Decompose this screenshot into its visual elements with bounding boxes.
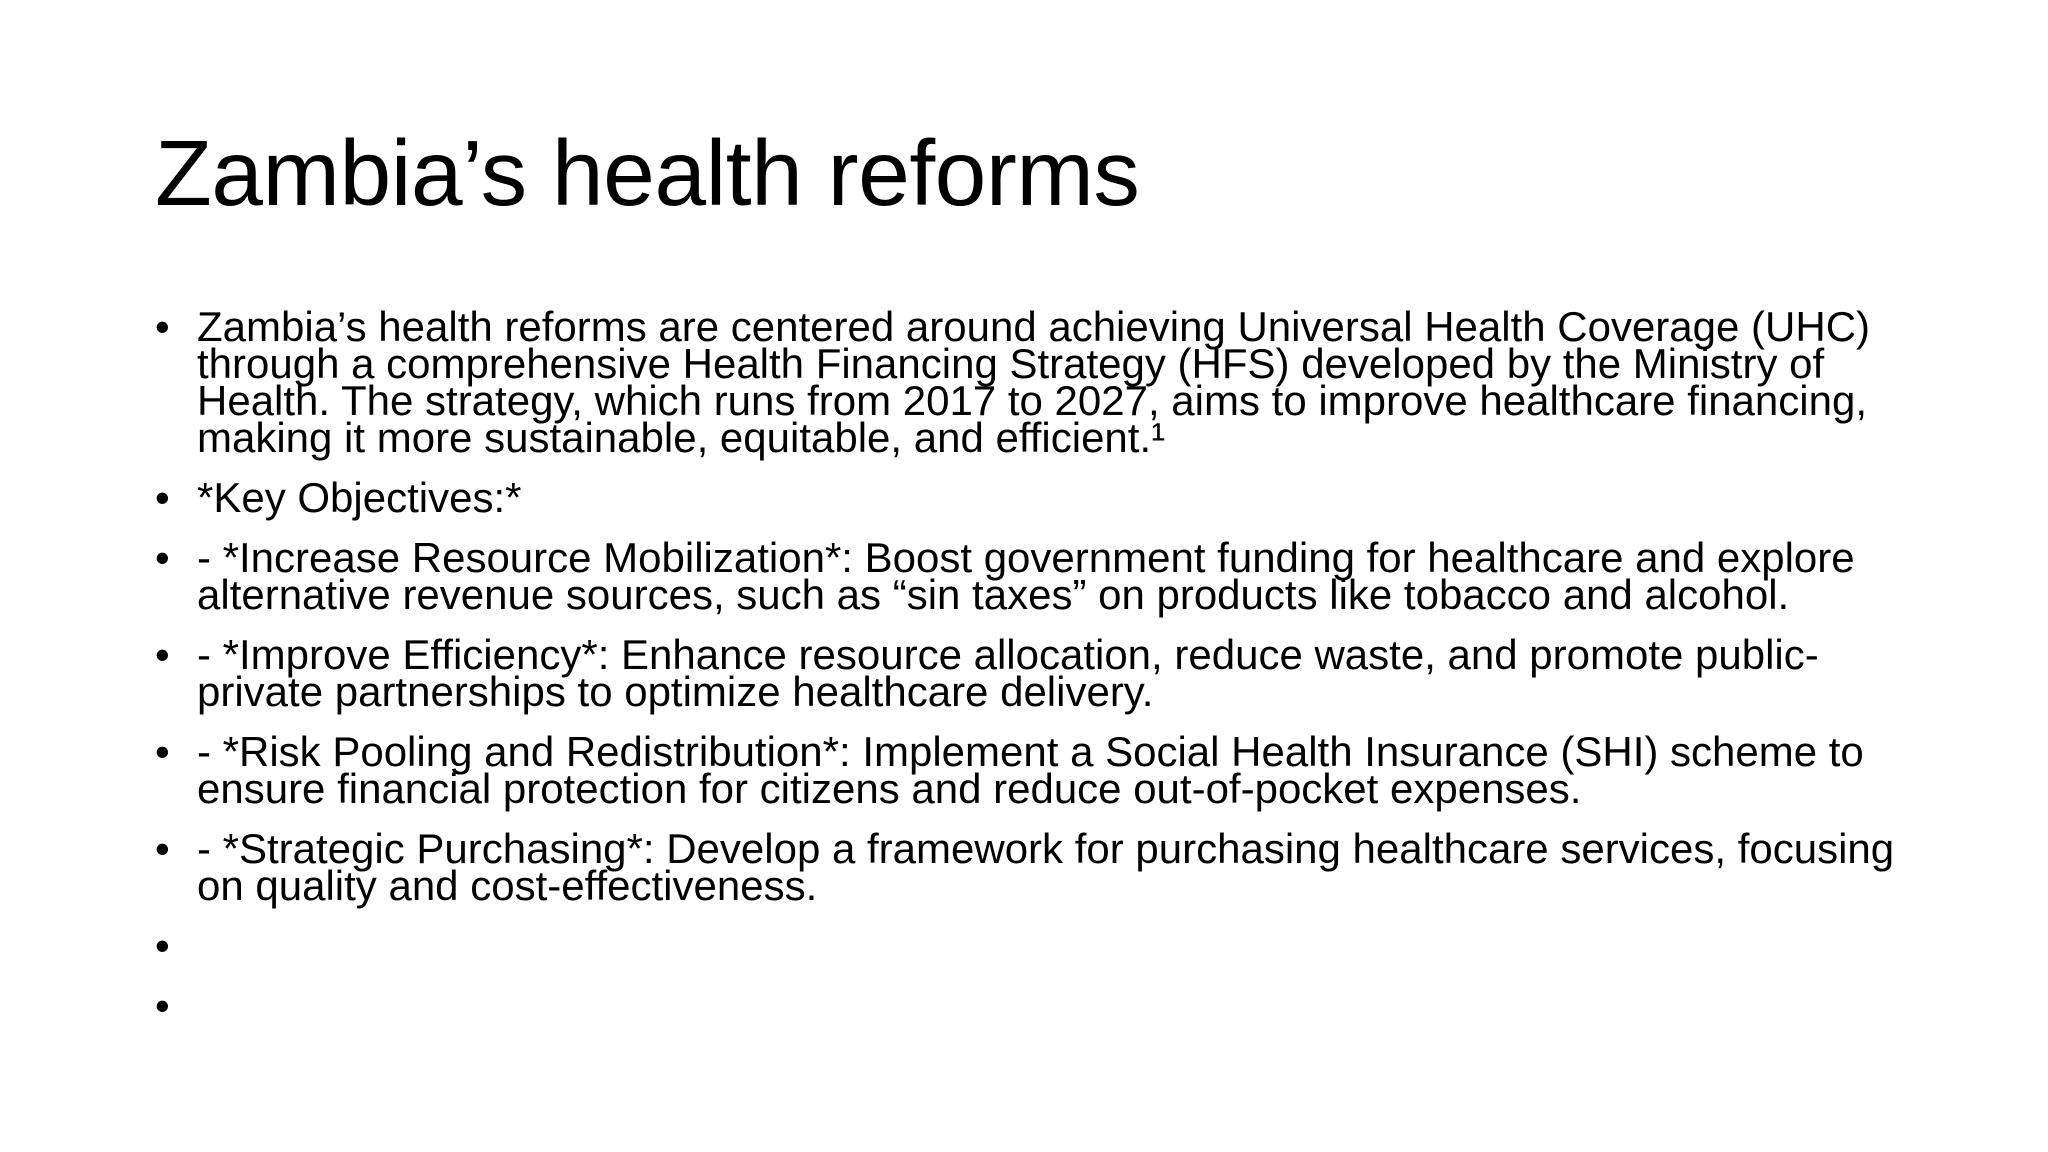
bullet-item-5 — [155, 728, 1925, 812]
bullet-text: - *Risk Pooling and Redistribution*: Implement a Social Health Insurance (SHI) scheme to ensure financial protection for citizens and reduce out-of-pocket expenses. — [197, 728, 1864, 812]
bullet-item-6 — [155, 825, 1925, 909]
bullet-text: *Key Objectives:* — [197, 474, 522, 521]
bullet-item-2 — [155, 474, 1925, 521]
bullet-text: - *Increase Resource Mobilization*: Boost government funding for healthcare and explore alternative revenue sources, such as “sin taxes” on products like tobacco and alcohol. — [197, 534, 1855, 618]
bullet-dot: • — [155, 303, 170, 350]
bullet-dot: • — [155, 982, 170, 1029]
bullet-text: Zambia’s health reforms are centered around achieving Universal Health Coverage (UHC) through a comprehensive Health Financing Strategy (HFS) developed by the Ministry of Health. The strategy, which runs from 2017 to 2027, aims to improve healthcare financing, making it more sustainable, equitable, and efficient.¹ — [197, 303, 1871, 461]
bullet-text: - *Improve Efficiency*: Enhance resource allocation, reduce waste, and promote public-private partnerships to optimize healthcare delivery. — [197, 631, 1819, 715]
bullet-dot: • — [155, 534, 170, 581]
bullet-dot: • — [155, 728, 170, 775]
bullet-text: - *Strategic Purchasing*: Develop a framework for purchasing healthcare services, focusing on quality and cost-effectiveness. — [197, 825, 1895, 909]
bullet-item-8 — [155, 982, 1925, 1029]
bullet-item-3 — [155, 534, 1925, 618]
slide-title: Zambia’s health reforms — [155, 121, 1140, 225]
bullet-list — [155, 303, 1925, 1047]
bullet-item-4 — [155, 631, 1925, 715]
bullet-dot: • — [155, 631, 170, 678]
bullet-dot: • — [155, 474, 170, 521]
bullet-dot: • — [155, 825, 170, 872]
bullet-item-7 — [155, 922, 1925, 969]
bullet-text — [197, 987, 1925, 1024]
bullet-item-1 — [155, 303, 1925, 461]
bullet-text — [197, 927, 1925, 964]
bullet-dot: • — [155, 922, 170, 969]
